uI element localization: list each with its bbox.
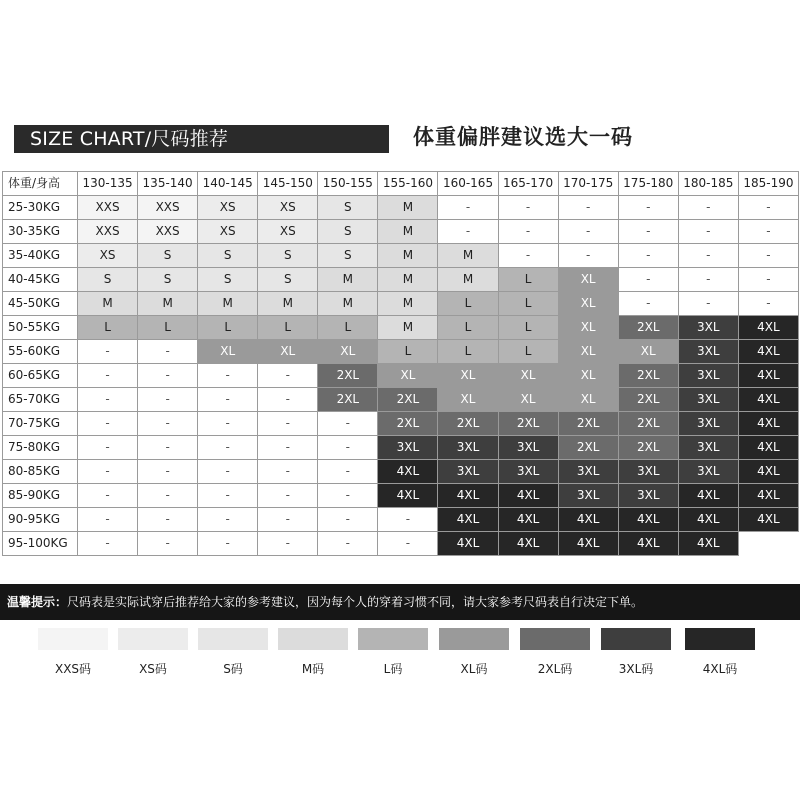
size-cell: 4XL bbox=[498, 484, 558, 508]
size-cell: 3XL bbox=[378, 436, 438, 460]
size-cell: - bbox=[258, 484, 318, 508]
legend-item bbox=[520, 628, 590, 677]
weight-label: 90-95KG bbox=[3, 508, 78, 532]
size-cell: - bbox=[198, 508, 258, 532]
size-cell: 3XL bbox=[678, 388, 738, 412]
size-cell: 2XL bbox=[378, 388, 438, 412]
size-cell: 3XL bbox=[558, 460, 618, 484]
size-cell: 4XL bbox=[378, 460, 438, 484]
size-cell: - bbox=[318, 508, 378, 532]
legend-label: 2XL码 bbox=[537, 662, 573, 676]
height-header: 185-190 bbox=[738, 172, 798, 196]
legend-swatch bbox=[601, 628, 671, 650]
table-row bbox=[3, 244, 799, 268]
table-row bbox=[3, 268, 799, 292]
size-cell: - bbox=[318, 532, 378, 556]
size-cell: - bbox=[318, 436, 378, 460]
size-cell: - bbox=[498, 196, 558, 220]
legend-item bbox=[358, 628, 428, 677]
size-cell: S bbox=[138, 268, 198, 292]
size-cell: XL bbox=[498, 364, 558, 388]
size-cell: M bbox=[378, 220, 438, 244]
size-cell: 4XL bbox=[438, 532, 498, 556]
size-cell: XS bbox=[258, 196, 318, 220]
size-cell: 3XL bbox=[498, 436, 558, 460]
size-cell: - bbox=[678, 196, 738, 220]
size-cell: - bbox=[558, 196, 618, 220]
table-row bbox=[3, 508, 799, 532]
legend-label: XS码 bbox=[139, 662, 167, 676]
height-header: 140-145 bbox=[198, 172, 258, 196]
weight-label: 60-65KG bbox=[3, 364, 78, 388]
size-cell: 4XL bbox=[738, 412, 798, 436]
size-cell: L bbox=[438, 316, 498, 340]
size-cell: - bbox=[258, 460, 318, 484]
size-cell: XXS bbox=[138, 220, 198, 244]
size-cell: L bbox=[378, 340, 438, 364]
size-cell: XL bbox=[318, 340, 378, 364]
size-cell: S bbox=[138, 244, 198, 268]
corner-header: 体重/身高 bbox=[3, 172, 78, 196]
size-cell: - bbox=[198, 484, 258, 508]
size-cell: XL bbox=[498, 388, 558, 412]
size-cell: M bbox=[378, 244, 438, 268]
size-cell: 4XL bbox=[678, 484, 738, 508]
size-cell: XXS bbox=[138, 196, 198, 220]
size-cell: - bbox=[78, 460, 138, 484]
height-header: 175-180 bbox=[618, 172, 678, 196]
size-cell: XL bbox=[438, 388, 498, 412]
size-cell: 3XL bbox=[618, 460, 678, 484]
legend-item bbox=[685, 628, 755, 677]
size-cell: 3XL bbox=[678, 364, 738, 388]
size-cell: 4XL bbox=[678, 532, 738, 556]
size-cell: XL bbox=[558, 388, 618, 412]
size-cell: XL bbox=[258, 340, 318, 364]
size-cell: - bbox=[618, 244, 678, 268]
size-cell: - bbox=[198, 532, 258, 556]
size-cell: 3XL bbox=[678, 340, 738, 364]
height-header: 160-165 bbox=[438, 172, 498, 196]
table-row bbox=[3, 532, 799, 556]
height-header: 155-160 bbox=[378, 172, 438, 196]
height-header: 135-140 bbox=[138, 172, 198, 196]
size-cell: 3XL bbox=[678, 436, 738, 460]
size-cell: S bbox=[318, 196, 378, 220]
size-cell bbox=[738, 532, 798, 556]
size-cell: - bbox=[678, 292, 738, 316]
weight-label: 30-35KG bbox=[3, 220, 78, 244]
size-cell: - bbox=[618, 268, 678, 292]
legend-item bbox=[601, 628, 671, 677]
size-cell: 4XL bbox=[738, 316, 798, 340]
legend-swatch bbox=[358, 628, 428, 650]
size-cell: - bbox=[738, 220, 798, 244]
legend-label: M码 bbox=[301, 662, 325, 676]
size-cell: XL bbox=[558, 268, 618, 292]
size-cell: 3XL bbox=[438, 436, 498, 460]
size-cell: - bbox=[738, 196, 798, 220]
size-cell: 2XL bbox=[318, 364, 378, 388]
size-cell: XS bbox=[258, 220, 318, 244]
size-cell: 3XL bbox=[678, 316, 738, 340]
size-cell: M bbox=[198, 292, 258, 316]
weight-label: 70-75KG bbox=[3, 412, 78, 436]
size-cell: L bbox=[438, 292, 498, 316]
size-cell: S bbox=[318, 244, 378, 268]
size-cell: M bbox=[258, 292, 318, 316]
size-cell: 2XL bbox=[618, 364, 678, 388]
size-cell: S bbox=[198, 244, 258, 268]
size-cell: - bbox=[78, 388, 138, 412]
size-cell: L bbox=[78, 316, 138, 340]
size-cell: 2XL bbox=[318, 388, 378, 412]
weight-label: 95-100KG bbox=[3, 532, 78, 556]
size-cell: - bbox=[498, 244, 558, 268]
table-row bbox=[3, 316, 799, 340]
notice-label: 温馨提示： bbox=[7, 595, 68, 609]
size-cell: L bbox=[258, 316, 318, 340]
size-cell: 2XL bbox=[378, 412, 438, 436]
size-cell: 2XL bbox=[558, 436, 618, 460]
size-cell: - bbox=[198, 460, 258, 484]
size-cell: L bbox=[318, 316, 378, 340]
size-cell: 4XL bbox=[498, 532, 558, 556]
size-cell: S bbox=[258, 244, 318, 268]
legend-label: 3XL码 bbox=[618, 662, 654, 676]
legend-swatch bbox=[439, 628, 509, 650]
size-cell: L bbox=[498, 292, 558, 316]
size-cell: - bbox=[258, 388, 318, 412]
legend-item bbox=[439, 628, 509, 677]
size-cell: L bbox=[498, 340, 558, 364]
table-row bbox=[3, 436, 799, 460]
height-header: 130-135 bbox=[78, 172, 138, 196]
size-cell: - bbox=[618, 196, 678, 220]
size-cell: - bbox=[738, 268, 798, 292]
size-cell: - bbox=[258, 436, 318, 460]
table-row bbox=[3, 484, 799, 508]
size-cell: - bbox=[138, 412, 198, 436]
size-cell: L bbox=[498, 316, 558, 340]
size-cell: XL bbox=[378, 364, 438, 388]
table-row bbox=[3, 220, 799, 244]
table-row bbox=[3, 364, 799, 388]
weight-label: 75-80KG bbox=[3, 436, 78, 460]
size-cell: M bbox=[378, 268, 438, 292]
size-cell: - bbox=[138, 388, 198, 412]
size-cell: - bbox=[618, 220, 678, 244]
size-cell: - bbox=[678, 268, 738, 292]
size-cell: - bbox=[318, 460, 378, 484]
size-cell: 2XL bbox=[618, 388, 678, 412]
size-color-legend bbox=[0, 628, 800, 688]
weight-label: 65-70KG bbox=[3, 388, 78, 412]
size-cell: 4XL bbox=[618, 532, 678, 556]
legend-swatch bbox=[278, 628, 348, 650]
size-cell: - bbox=[258, 532, 318, 556]
size-cell: - bbox=[258, 508, 318, 532]
size-cell: - bbox=[258, 364, 318, 388]
height-header: 145-150 bbox=[258, 172, 318, 196]
size-cell: - bbox=[78, 508, 138, 532]
size-cell: - bbox=[78, 412, 138, 436]
size-cell: S bbox=[78, 268, 138, 292]
legend-swatch bbox=[38, 628, 108, 650]
size-cell: - bbox=[258, 412, 318, 436]
size-cell: - bbox=[738, 244, 798, 268]
legend-item bbox=[38, 628, 108, 677]
size-cell: 4XL bbox=[558, 508, 618, 532]
recommendation-headline: 体重偏胖建议选大一码 bbox=[413, 125, 633, 149]
table-row bbox=[3, 460, 799, 484]
size-cell: XL bbox=[558, 340, 618, 364]
size-cell: 4XL bbox=[438, 508, 498, 532]
height-header: 150-155 bbox=[318, 172, 378, 196]
size-cell: XS bbox=[78, 244, 138, 268]
legend-item bbox=[198, 628, 268, 677]
legend-label: 4XL码 bbox=[702, 662, 738, 676]
size-cell: - bbox=[378, 532, 438, 556]
size-cell: M bbox=[138, 292, 198, 316]
size-cell: - bbox=[78, 484, 138, 508]
size-cell: S bbox=[318, 220, 378, 244]
weight-label: 45-50KG bbox=[3, 292, 78, 316]
size-cell: M bbox=[438, 268, 498, 292]
size-cell: - bbox=[618, 292, 678, 316]
size-cell: - bbox=[438, 220, 498, 244]
size-cell: - bbox=[498, 220, 558, 244]
notice-content bbox=[7, 593, 643, 611]
size-cell: 4XL bbox=[738, 436, 798, 460]
size-cell: 2XL bbox=[618, 436, 678, 460]
size-cell: - bbox=[78, 364, 138, 388]
size-cell: - bbox=[78, 436, 138, 460]
size-cell: 4XL bbox=[738, 388, 798, 412]
size-cell: L bbox=[198, 316, 258, 340]
legend-label: XL码 bbox=[460, 662, 488, 676]
size-cell: M bbox=[378, 316, 438, 340]
table-row bbox=[3, 196, 799, 220]
size-cell: 2XL bbox=[618, 316, 678, 340]
size-cell: M bbox=[438, 244, 498, 268]
legend-item bbox=[118, 628, 188, 677]
size-cell: - bbox=[738, 292, 798, 316]
legend-label: L码 bbox=[383, 662, 403, 676]
size-cell: M bbox=[378, 196, 438, 220]
size-cell: 3XL bbox=[438, 460, 498, 484]
size-cell: 4XL bbox=[498, 508, 558, 532]
size-cell: XXS bbox=[78, 196, 138, 220]
table-row bbox=[3, 388, 799, 412]
size-cell: 4XL bbox=[738, 364, 798, 388]
notice-bar bbox=[0, 584, 800, 620]
size-cell: 4XL bbox=[558, 532, 618, 556]
size-cell: XL bbox=[438, 364, 498, 388]
size-cell: XL bbox=[558, 292, 618, 316]
size-cell: 2XL bbox=[618, 412, 678, 436]
size-cell: M bbox=[318, 292, 378, 316]
size-cell: - bbox=[138, 460, 198, 484]
size-cell: 4XL bbox=[738, 508, 798, 532]
size-cell: 3XL bbox=[678, 460, 738, 484]
legend-label: XXS码 bbox=[54, 662, 92, 676]
legend-item bbox=[278, 628, 348, 677]
size-cell: - bbox=[138, 436, 198, 460]
size-cell: L bbox=[138, 316, 198, 340]
size-cell: XL bbox=[558, 316, 618, 340]
size-cell: L bbox=[498, 268, 558, 292]
weight-label: 80-85KG bbox=[3, 460, 78, 484]
size-cell: 2XL bbox=[438, 412, 498, 436]
size-cell: 4XL bbox=[738, 460, 798, 484]
size-cell: M bbox=[78, 292, 138, 316]
legend-swatch bbox=[520, 628, 590, 650]
size-cell: M bbox=[318, 268, 378, 292]
size-cell: 3XL bbox=[558, 484, 618, 508]
size-cell: - bbox=[438, 196, 498, 220]
size-cell: XL bbox=[198, 340, 258, 364]
size-cell: - bbox=[198, 412, 258, 436]
height-header: 180-185 bbox=[678, 172, 738, 196]
weight-label: 55-60KG bbox=[3, 340, 78, 364]
size-cell: - bbox=[138, 508, 198, 532]
size-cell: - bbox=[558, 244, 618, 268]
size-cell: - bbox=[318, 412, 378, 436]
size-cell: - bbox=[678, 244, 738, 268]
size-cell: - bbox=[318, 484, 378, 508]
size-cell: 3XL bbox=[498, 460, 558, 484]
height-header: 165-170 bbox=[498, 172, 558, 196]
legend-swatch bbox=[685, 628, 755, 650]
size-cell: - bbox=[78, 532, 138, 556]
size-cell: 4XL bbox=[678, 508, 738, 532]
size-cell: - bbox=[78, 340, 138, 364]
table-header-row bbox=[3, 172, 799, 196]
size-cell: - bbox=[198, 364, 258, 388]
size-cell: - bbox=[678, 220, 738, 244]
size-cell: S bbox=[198, 268, 258, 292]
size-cell: XL bbox=[558, 364, 618, 388]
size-cell: XS bbox=[198, 196, 258, 220]
size-cell: XS bbox=[198, 220, 258, 244]
size-cell: M bbox=[378, 292, 438, 316]
table-row bbox=[3, 340, 799, 364]
legend-label: S码 bbox=[223, 662, 243, 676]
weight-label: 40-45KG bbox=[3, 268, 78, 292]
size-cell: - bbox=[558, 220, 618, 244]
size-chart-title-bar bbox=[14, 125, 389, 153]
size-cell: 4XL bbox=[618, 508, 678, 532]
size-cell: 4XL bbox=[738, 340, 798, 364]
size-cell: - bbox=[198, 436, 258, 460]
size-cell: 2XL bbox=[558, 412, 618, 436]
size-cell: - bbox=[378, 508, 438, 532]
table-row bbox=[3, 292, 799, 316]
size-chart-title: SIZE CHART/尺码推荐 bbox=[30, 128, 229, 150]
legend-swatch bbox=[118, 628, 188, 650]
size-cell: 3XL bbox=[618, 484, 678, 508]
size-cell: - bbox=[138, 340, 198, 364]
size-cell: XXS bbox=[78, 220, 138, 244]
legend-swatch bbox=[198, 628, 268, 650]
size-table bbox=[2, 171, 799, 556]
size-table-body bbox=[3, 172, 799, 556]
size-cell: 2XL bbox=[498, 412, 558, 436]
size-cell: XL bbox=[618, 340, 678, 364]
size-cell: 4XL bbox=[438, 484, 498, 508]
weight-label: 50-55KG bbox=[3, 316, 78, 340]
size-cell: L bbox=[438, 340, 498, 364]
weight-label: 85-90KG bbox=[3, 484, 78, 508]
table-row bbox=[3, 412, 799, 436]
weight-label: 35-40KG bbox=[3, 244, 78, 268]
size-cell: 4XL bbox=[738, 484, 798, 508]
size-cell: - bbox=[138, 484, 198, 508]
notice-text: 尺码表是实际试穿后推荐给大家的参考建议，因为每个人的穿着习惯不同，请大家参考尺码表自行决定下单。 bbox=[67, 595, 644, 609]
size-cell: - bbox=[138, 532, 198, 556]
size-cell: - bbox=[198, 388, 258, 412]
weight-label: 25-30KG bbox=[3, 196, 78, 220]
height-header: 170-175 bbox=[558, 172, 618, 196]
size-cell: S bbox=[258, 268, 318, 292]
size-cell: - bbox=[138, 364, 198, 388]
size-cell: 4XL bbox=[378, 484, 438, 508]
size-cell: 3XL bbox=[678, 412, 738, 436]
